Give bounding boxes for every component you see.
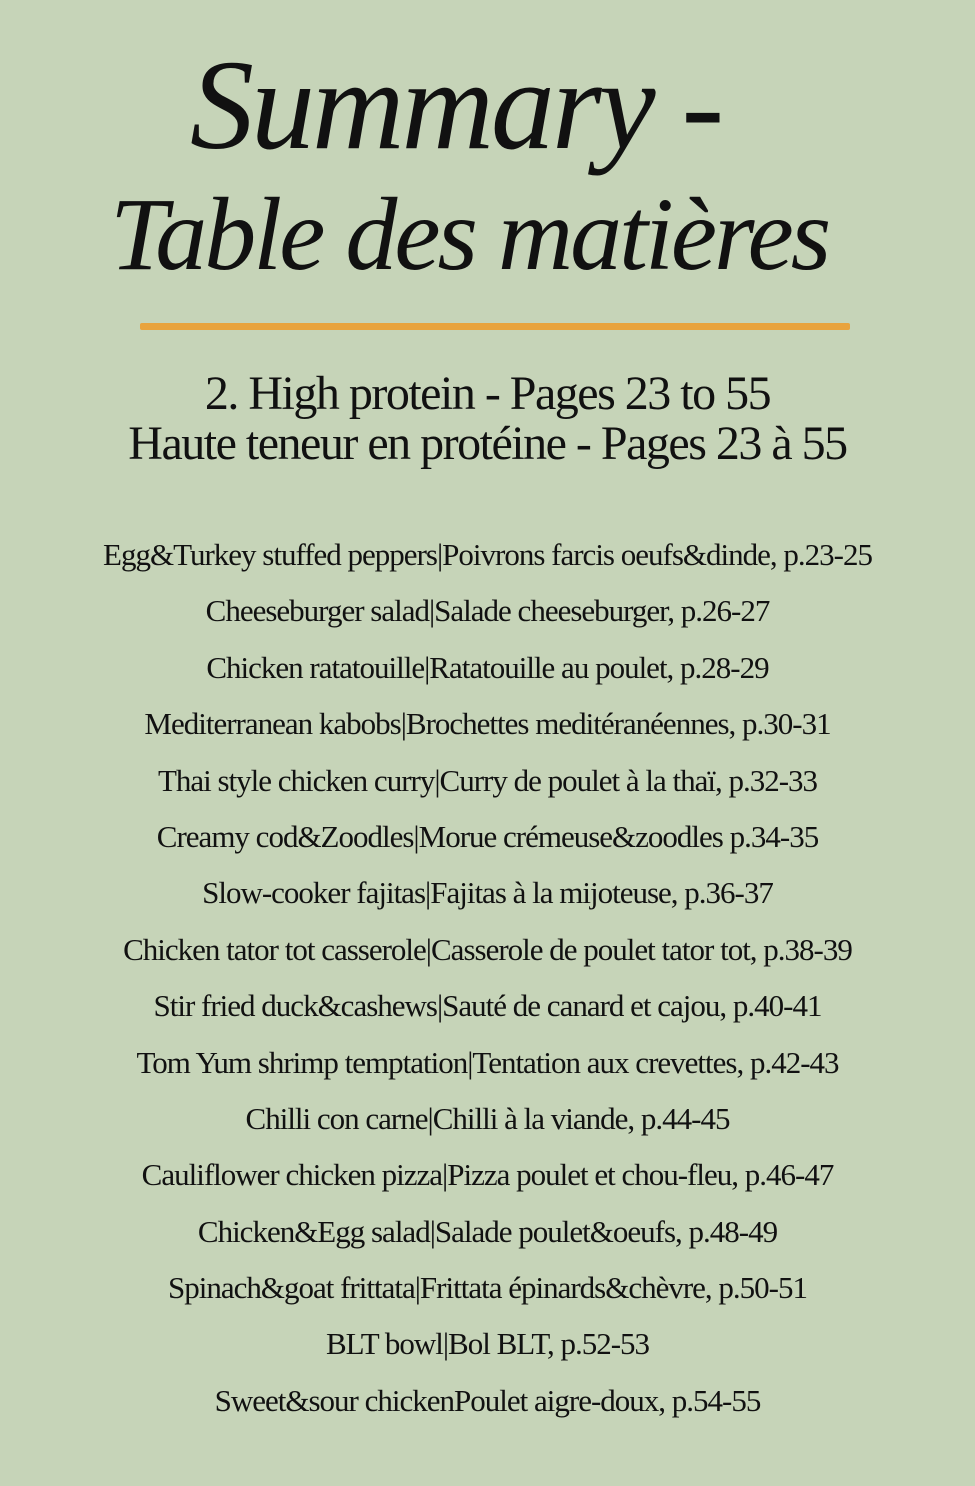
list-item: Chilli con carne|Chilli à la viande, p.44-45 [245, 1100, 730, 1136]
page-title-summary: Summary - [190, 34, 722, 176]
list-item: Tom Yum shrimp temptation|Tentation aux crevettes, p.42-43 [136, 1044, 839, 1080]
list-item: Cheeseburger salad|Salade cheeseburger, p.26-27 [205, 593, 770, 629]
list-item: Chicken ratatouille|Ratatouille au poulet, p.28-29 [206, 649, 769, 685]
list-item: Egg&Turkey stuffed peppers|Poivrons farcis oeufs&dinde, p.23-25 [103, 537, 872, 572]
list-item: Mediterranean kabobs|Brochettes meditéranéennes, p.30-31 [144, 706, 831, 742]
list-item: Thai style chicken curry|Curry de poulet à la thaï, p.32-33 [157, 762, 818, 798]
list-item: Stir fried duck&cashews|Sauté de canard et cajou, p.40-41 [153, 988, 822, 1024]
list-item: Chicken tator tot casserole|Casserole de poulet tator tot, p.38-39 [123, 931, 852, 967]
section-heading-french: Haute teneur en protéine - Pages 23 à 55 [128, 417, 847, 470]
list-item: Slow-cooker fajitas|Fajitas à la mijoteuse, p.36-37 [202, 875, 773, 911]
list-item: Sweet&sour chickenPoulet aigre-doux, p.54-55 [214, 1382, 761, 1418]
list-item: Spinach&goat frittata|Frittata épinards&chèvre, p.50-51 [167, 1270, 808, 1306]
list-item: Chicken&Egg salad|Salade poulet&oeufs, p.48-49 [197, 1213, 778, 1249]
recipe-list [0, 533, 975, 1435]
page-title-table-des-matieres: Table des matières [110, 177, 829, 292]
list-item: Creamy cod&Zoodles|Morue crémeuse&zoodles p.34-35 [156, 818, 819, 854]
section-heading-english: 2. High protein - Pages 23 to 55 [204, 367, 771, 420]
list-item: Cauliflower chicken pizza|Pizza poulet et chou-fleu, p.46-47 [141, 1157, 834, 1193]
list-item: BLT bowl|Bol BLT, p.52-53 [325, 1326, 650, 1362]
title-divider [140, 323, 850, 330]
